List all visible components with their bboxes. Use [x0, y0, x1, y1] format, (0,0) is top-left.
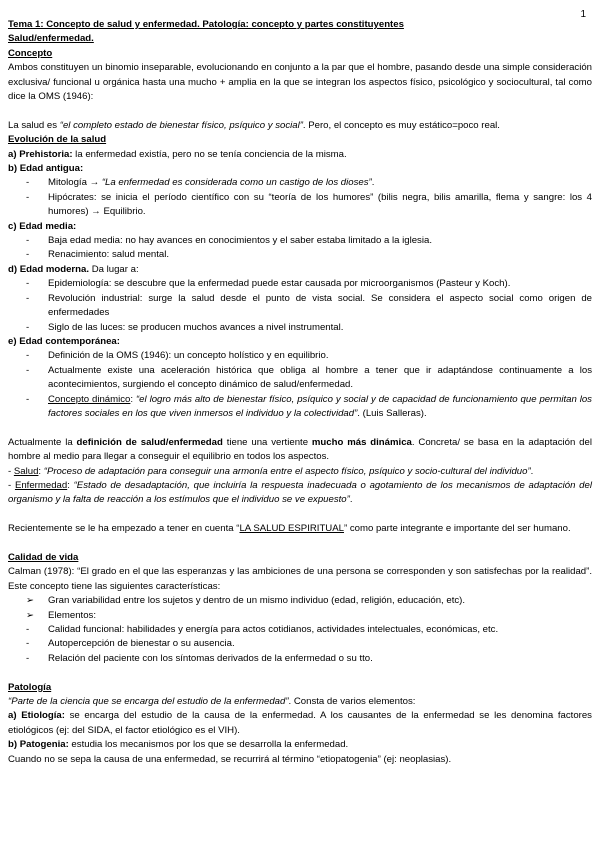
list-item: - Epidemiología: se descubre que la enfermedad puede estar causada por microorganismos (Pasteur y Koch).	[26, 278, 511, 290]
list-item: - Renacimiento: salud mental.	[26, 249, 170, 261]
patologia-heading: Patología	[8, 681, 52, 693]
etiopatogenia-note: Cuando no se sepa la causa de una enfermedad, se recurrirá al término “etiopatogenia” (ej: neoplasias).	[8, 753, 452, 765]
arrow-bullet-icon: ➢	[26, 595, 35, 607]
edad-contemporanea-list	[8, 349, 592, 421]
edad-moderna-list	[8, 277, 592, 335]
salud-espiritual-paragraph: Recientemente se le ha empezado a tener en cuenta “LA SALUD ESPIRITUAL” como parte integrante e importante del ser humano.	[8, 523, 571, 535]
document-title: Tema 1: Concepto de salud y enfermedad. Patología: concepto y partes constituyentes	[8, 19, 404, 30]
section-heading-salud: Salud/enfermedad.	[8, 33, 94, 45]
prehistoria-item: a) Prehistoria: la enfermedad existía, pero no se tenía conciencia de la misma.	[8, 148, 347, 160]
list-item: - Revolución industrial: surge la salud desde el punto de vista social. Se considera el aspecto social como origen de enfermedades	[26, 292, 592, 319]
definicion-dinamica-paragraph: Actualmente la definición de salud/enfermedad tiene una vertiente mucho más dinámica. Concreta/ se basa en la adaptación del hombre al medio para llegar a conseguir el equilibrio en todos los aspectos.	[8, 436, 592, 463]
list-item: - Mitología → “La enfermedad es considerada como un castigo de los dioses”.	[26, 177, 375, 189]
page-number: 1	[580, 9, 586, 20]
list-item: - Baja edad media: no hay avances en conocimientos y el saber estaba limitado a la iglesia.	[26, 235, 432, 247]
edad-moderna-item: d) Edad moderna. Da lugar a:	[8, 263, 139, 275]
calidad-dash-list	[8, 623, 592, 666]
edad-antigua-list	[8, 176, 592, 219]
enfermedad-definition: - Enfermedad: “Estado de desadaptación, que incluiría la respuesta inadecuada o agotamiento de los mecanismos de adaptación del organismo y la falta de reacción a los estímulos que el individuo se ve expuesto”.	[8, 479, 592, 506]
patogenia-item: b) Patogenia: estudia los mecanismos por los que se desarrolla la enfermedad.	[8, 739, 349, 751]
etiologia-item: a) Etiología: se encarga del estudio de la causa de la enfermedad. A los causantes de la enfermedad se les denomina factores etiológicos (ej: del SIDA, el factor etiológico es el VIH).	[8, 710, 592, 736]
list-item: ➢ Gran variabilidad entre los sujetos y dentro de un mismo individuo (edad, religión, educación, etc).	[8, 594, 592, 608]
list-item: ➢ Elementos:	[8, 609, 592, 623]
list-item: - Autopercepción de bienestar o su ausencia.	[26, 638, 235, 650]
calidad-heading: Calidad de vida	[8, 551, 79, 563]
edad-media-label: c) Edad media:	[8, 220, 77, 232]
oms-definition: La salud es “el completo estado de bienestar físico, psíquico y social”. Pero, el concepto es muy estático=poco real.	[8, 119, 500, 131]
evolucion-heading: Evolución de la salud	[8, 134, 107, 146]
edad-contemporanea-label: e) Edad contemporánea:	[8, 335, 120, 347]
arrow-bullet-icon: ➢	[26, 609, 35, 621]
patologia-definition: “Parte de la ciencia que se encarga del estudio de la enfermedad”. Consta de varios elementos:	[8, 696, 416, 708]
edad-antigua-label: b) Edad antigua:	[8, 163, 84, 175]
list-item: - Siglo de las luces: se producen muchos avances a nivel instrumental.	[26, 321, 344, 333]
salud-definition: - Salud: “Proceso de adaptación para conseguir una armonía entre el aspecto físico, psíquico y socio-cultural del individuo”.	[8, 465, 534, 477]
calidad-arrow-list	[8, 594, 592, 623]
list-item: - Actualmente existe una aceleración histórica que obliga al hombre a tener que ir adaptándose continuamente a los acontecimientos, surgiendo el concepto dinámico de salud/enfermedad.	[26, 364, 592, 391]
concepto-heading: Concepto	[8, 47, 53, 59]
list-item: - Calidad funcional: habilidades y energía para actos cotidianos, actividades intelectuales, económicas, etc.	[26, 624, 499, 635]
calidad-intro: Calman (1978): “El grado en el que las esperanzas y las ambiciones de una persona se corresponden y son satisfechas por la realidad”. Este concepto tiene las siguientes características:	[8, 566, 592, 592]
list-item: - Concepto dinámico: “el logro más alto de bienestar físico, psíquico y social y de capacidad de funcionamiento que permitan los factores sociales en los que viven inmersos el individuo y la colectividad”. (Luis Salleras).	[26, 393, 592, 419]
list-item: - Relación del paciente con los síntomas derivados de la enfermedad o su tto.	[26, 652, 373, 664]
concepto-paragraph: Ambos constituyen un binomio inseparable, evolucionando en conjunto a la par que el hombre, pasando desde una simple consideración exclusiva/ funcional u orgánica hasta una mucho + amplia en la que se integran los aspectos físico, psicológico y sociocultural, tal como dice la OMS (1946):	[8, 62, 592, 103]
edad-media-list	[8, 234, 592, 263]
list-item: - Definición de la OMS (1946): un concepto holístico y en equilibrio.	[26, 350, 329, 362]
list-item: - Hipócrates: se inicia el período científico con su “teoría de los humores” (bilis negra, bilis amarilla, flema y sangre: los 4 humores) → Equilibrio.	[26, 191, 592, 218]
